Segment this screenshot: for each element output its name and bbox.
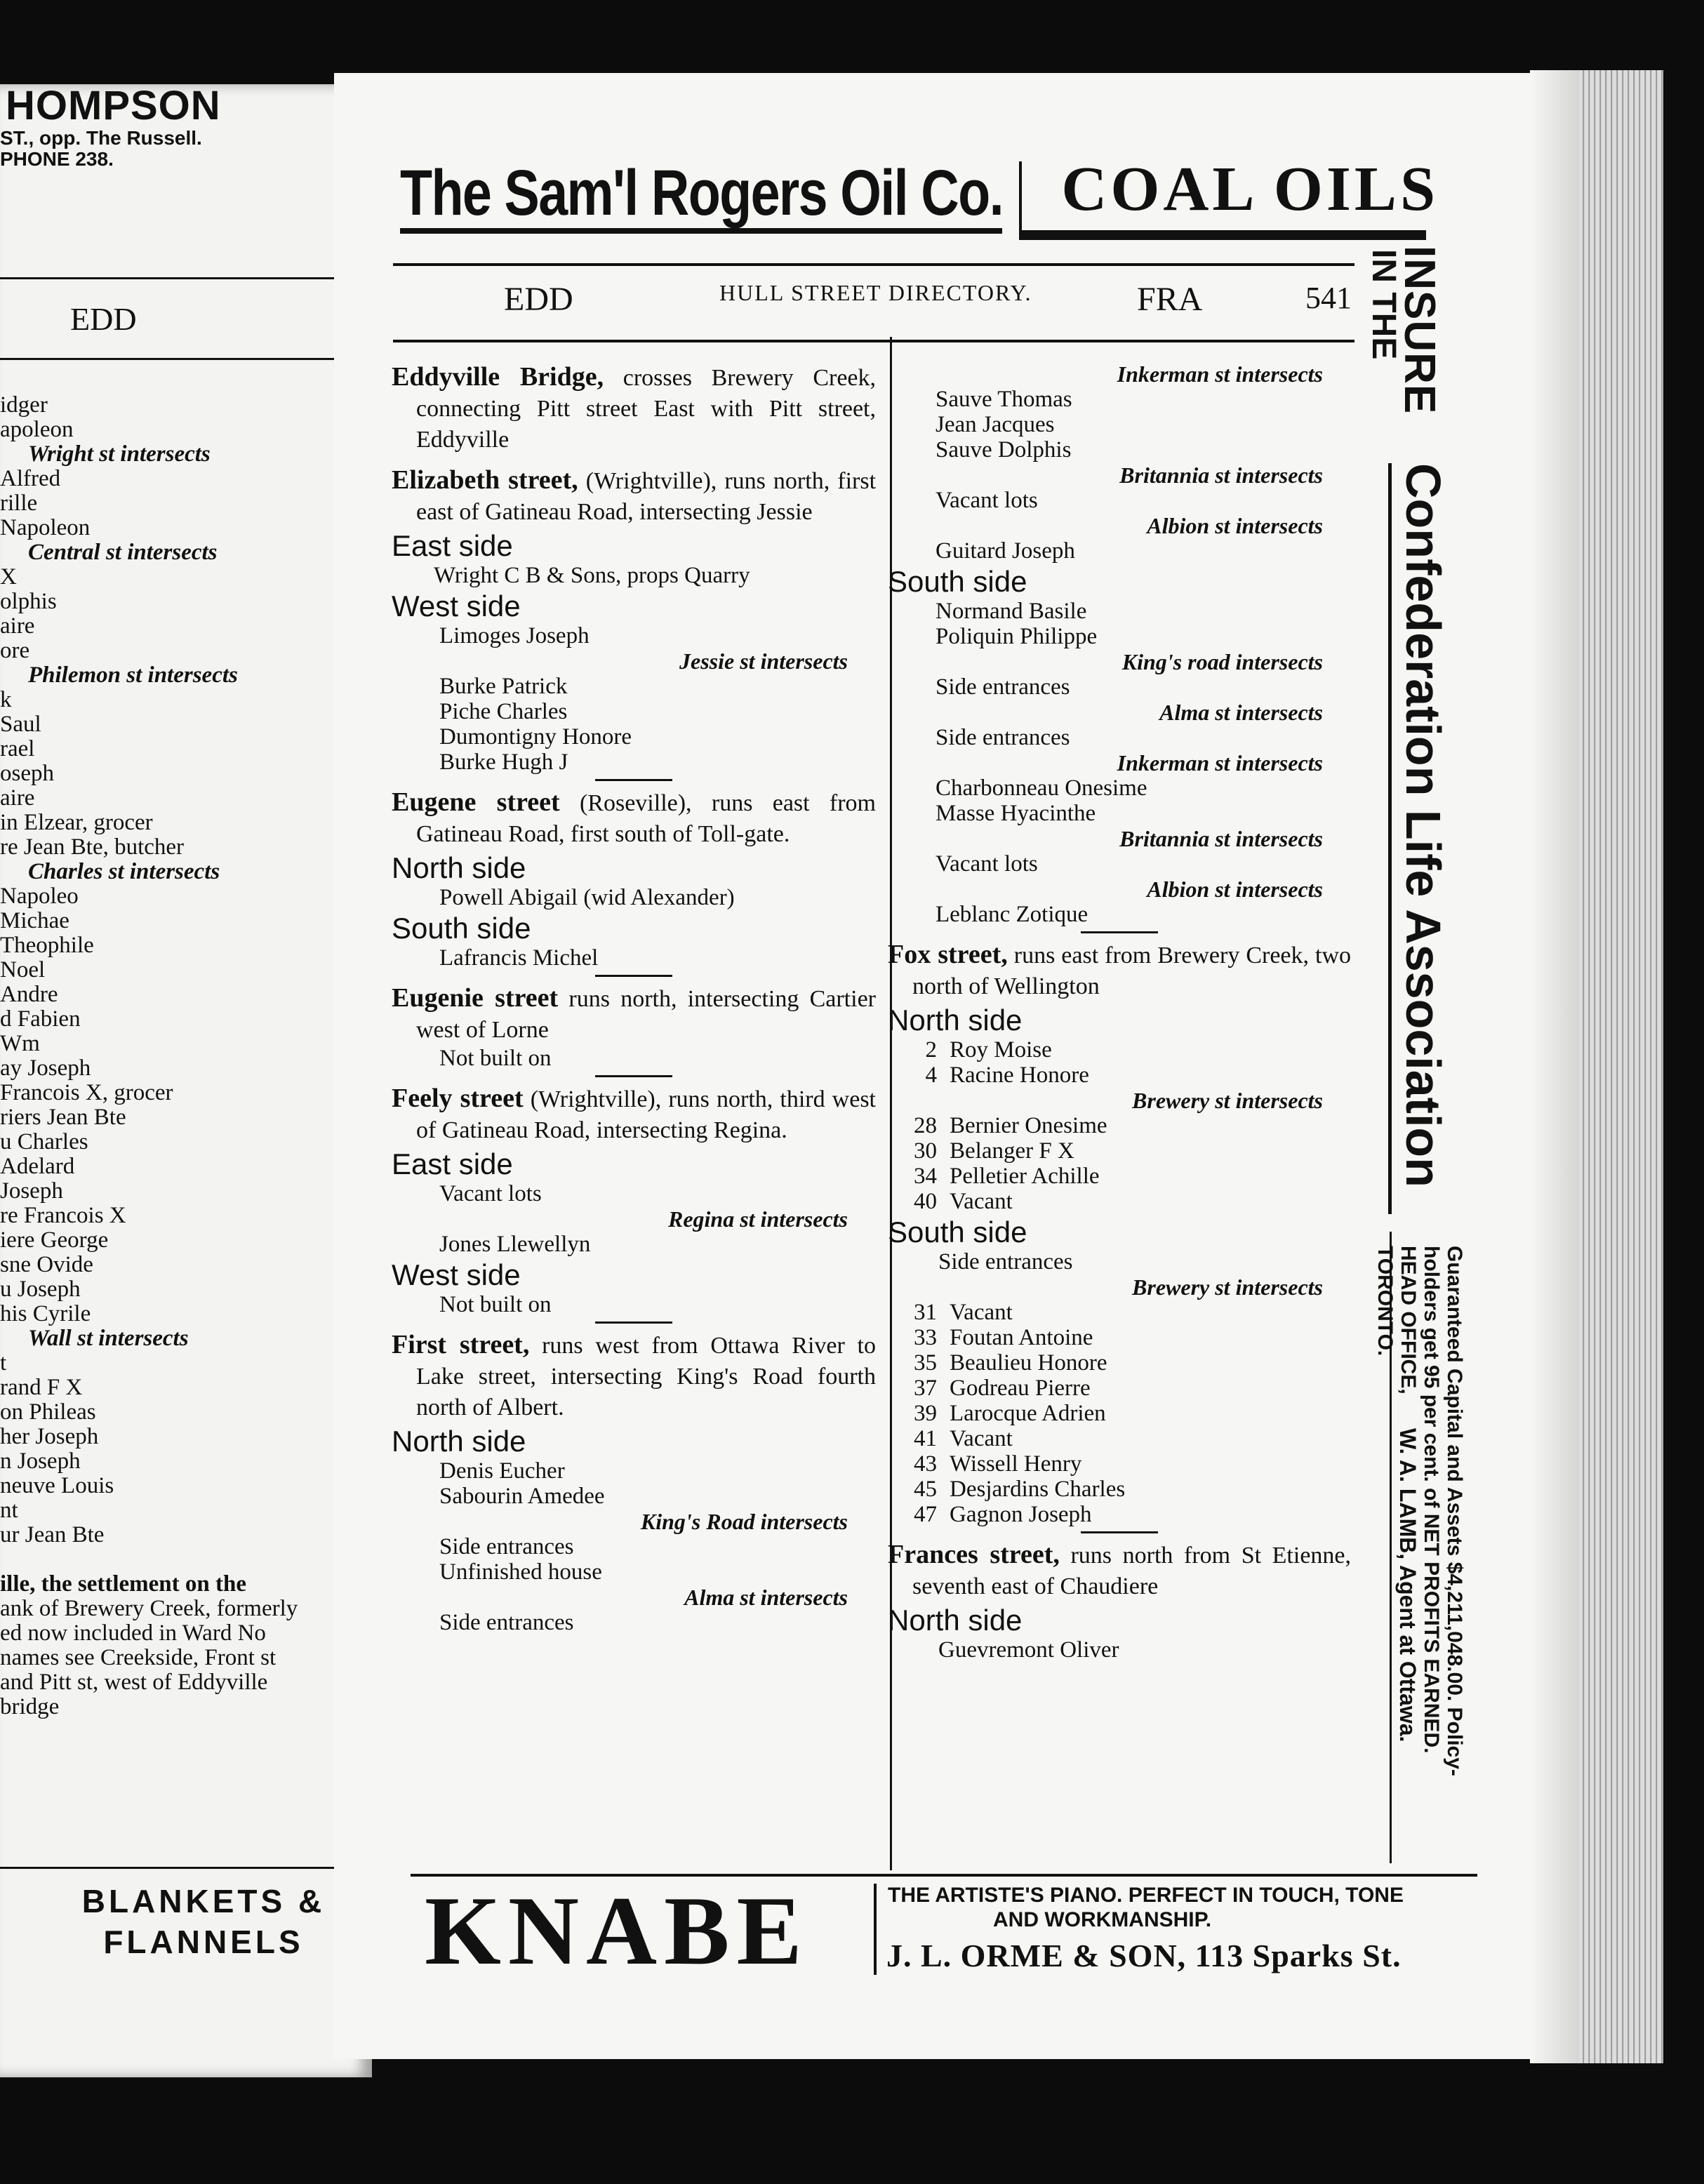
resident-name: Lafrancis Michel bbox=[439, 945, 599, 971]
banner-right-rule bbox=[1019, 230, 1426, 240]
house-number: 41 bbox=[914, 1426, 937, 1451]
left-list-item: X bbox=[0, 564, 17, 590]
house-number: 4 bbox=[925, 1063, 937, 1088]
resident-name: Vacant bbox=[950, 1189, 1013, 1214]
bottom-banner-ad bbox=[411, 1874, 1477, 1985]
street-name: First street, bbox=[392, 1330, 530, 1359]
left-intersection-note: Charles st intersects bbox=[28, 859, 220, 884]
house-entry bbox=[888, 1063, 1351, 1088]
left-list-item: ay Joseph bbox=[0, 1056, 91, 1081]
left-list-item: and Pitt st, west of Eddyville bbox=[0, 1670, 268, 1695]
left-list-item: rael bbox=[0, 736, 35, 761]
resident-name: Vacant lots bbox=[936, 488, 1038, 513]
left-list-item: neuve Louis bbox=[0, 1473, 114, 1498]
side-ad-insure: INSURE bbox=[1395, 246, 1444, 415]
entry-frances-street bbox=[888, 1539, 1351, 1663]
house-entry bbox=[888, 1189, 1351, 1214]
house-number: 31 bbox=[914, 1300, 937, 1325]
left-list-item: ille, the settlement on the bbox=[0, 1571, 246, 1597]
left-list-item: idger bbox=[0, 392, 48, 418]
footer-tagline-2: AND WORKMANSHIP. bbox=[993, 1908, 1212, 1931]
intersection-note: King's Road intersects bbox=[640, 1509, 848, 1534]
left-list-item: ank of Brewery Creek, formerly bbox=[0, 1596, 298, 1621]
left-list-item: Andre bbox=[0, 982, 58, 1007]
left-list-item: Francois X, grocer bbox=[0, 1080, 173, 1105]
footer-dealer: J. L. ORME & SON, 113 Sparks St. bbox=[886, 1938, 1402, 1973]
resident-name: Limoges Joseph bbox=[439, 623, 590, 648]
left-list-item: Saul bbox=[0, 712, 41, 737]
house-entry bbox=[888, 1376, 1351, 1401]
house-number: 30 bbox=[914, 1138, 937, 1164]
entry-separator bbox=[595, 1075, 672, 1077]
house-number: 40 bbox=[914, 1189, 937, 1214]
street-name: Eugenie street bbox=[392, 983, 559, 1013]
left-code-rule bbox=[0, 358, 344, 360]
numbered-list bbox=[888, 1300, 1351, 1527]
house-number: 43 bbox=[914, 1451, 937, 1477]
numbered-list bbox=[888, 1037, 1351, 1088]
left-header-name: HOMPSON bbox=[6, 83, 221, 128]
left-list-item: re Jean Bte, butcher bbox=[0, 834, 185, 860]
left-intersection-note: Wall st intersects bbox=[28, 1326, 189, 1351]
left-list-item: names see Creekside, Front st bbox=[0, 1645, 277, 1670]
street-description: (Roseville), runs east from Gatineau Road, first south of Toll-gate. bbox=[416, 790, 876, 847]
resident-name: Side entrances bbox=[439, 1534, 574, 1559]
resident-name: Jones Llewellyn bbox=[439, 1232, 591, 1257]
resident-name: Sabourin Amedee bbox=[439, 1484, 605, 1509]
house-entry bbox=[888, 1401, 1351, 1426]
house-entry bbox=[888, 1037, 1351, 1063]
left-list-item: ed now included in Ward No bbox=[0, 1620, 266, 1646]
left-page-header bbox=[0, 84, 365, 170]
resident-name: Godreau Pierre bbox=[950, 1376, 1091, 1401]
left-list-item: n Joseph bbox=[0, 1449, 81, 1474]
left-footer-line1: BLANKETS & bbox=[81, 1883, 326, 1919]
resident-name: Beaulieu Honore bbox=[950, 1350, 1107, 1376]
running-head-title: HULL STREET DIRECTORY. bbox=[719, 280, 1032, 305]
banner-company: The Sam'l Rogers Oil Co. bbox=[400, 157, 1003, 229]
left-list-item: in Elzear, grocer bbox=[0, 810, 153, 835]
left-header-phone: PHONE 238. bbox=[0, 148, 114, 170]
street-description: runs west from Ottawa River to Lake street, intersecting King's Road fourth north of Albert. bbox=[416, 1333, 877, 1420]
left-list-item: on Phileas bbox=[0, 1399, 96, 1425]
resident-name: Guevremont Oliver bbox=[938, 1637, 1119, 1663]
entry-separator bbox=[595, 1321, 672, 1324]
left-list-item: rand F X bbox=[0, 1375, 83, 1400]
resident-name: Side entrances bbox=[936, 725, 1070, 750]
entry-eugene-street bbox=[392, 787, 876, 971]
left-list-item: bridge bbox=[0, 1694, 60, 1719]
left-list-item: ore bbox=[0, 638, 30, 663]
resident-name: Burke Patrick bbox=[439, 674, 568, 699]
house-number: 35 bbox=[914, 1350, 937, 1376]
house-entry bbox=[888, 1477, 1351, 1502]
left-list-item: d Fabien bbox=[0, 1006, 81, 1032]
street-description: crosses Brewery Creek, connecting Pitt street East with Pitt street, Eddyville bbox=[416, 365, 877, 453]
left-list-item bbox=[0, 1547, 365, 1572]
intersection-note: Inkerman st intersects bbox=[1117, 750, 1323, 775]
street-name: Eddyville Bridge, bbox=[392, 362, 604, 392]
side-ad-head-office: HEAD OFFICE, bbox=[1397, 1246, 1420, 1394]
banner-left-rule bbox=[400, 228, 1002, 234]
left-list-item: aire bbox=[0, 613, 35, 639]
street-description: (Wrightville), runs north, first east of Gatineau Road, intersecting Jessie bbox=[416, 468, 877, 525]
left-list-item: Adelard bbox=[0, 1154, 75, 1179]
left-header-address: ST., opp. The Russell. bbox=[0, 127, 202, 149]
resident-name: Unfinished house bbox=[439, 1559, 602, 1585]
entry-eugenie-street bbox=[392, 983, 876, 1071]
resident-name: Vacant bbox=[950, 1300, 1013, 1325]
house-entry bbox=[888, 1426, 1351, 1451]
left-list-item: her Joseph bbox=[0, 1424, 99, 1449]
resident-name: Jean Jacques bbox=[936, 412, 1055, 437]
resident-name: Denis Eucher bbox=[439, 1458, 565, 1484]
entry-separator bbox=[1081, 931, 1158, 933]
side-ad-guarantee-line1: Guaranteed Capital and Assets $4,211,048.00. Policy- bbox=[1443, 1246, 1466, 1776]
intersection-note: King's road intersects bbox=[1121, 649, 1323, 674]
left-list-item: Napoleon bbox=[0, 515, 91, 540]
street-name: Elizabeth street, bbox=[392, 465, 578, 495]
intersection-note: Jessie st intersects bbox=[679, 648, 848, 674]
left-list-item: Alfred bbox=[0, 466, 61, 491]
left-list-item: olphis bbox=[0, 589, 57, 614]
resident-name: Masse Hyacinthe bbox=[936, 801, 1096, 826]
side-heading: South side bbox=[888, 1216, 1027, 1249]
resident-name: Dumontigny Honore bbox=[439, 724, 632, 750]
left-list-item: k bbox=[0, 687, 12, 712]
side-heading: North side bbox=[888, 1004, 1023, 1037]
intersection-note: Regina st intersects bbox=[667, 1206, 848, 1232]
resident-name: Vacant lots bbox=[936, 851, 1038, 877]
resident-name: Bernier Onesime bbox=[950, 1113, 1107, 1138]
resident-name: Leblanc Zotique bbox=[936, 902, 1089, 927]
column-left bbox=[392, 361, 876, 1635]
left-list-item: Wm bbox=[0, 1031, 40, 1056]
resident-name: Side entrances bbox=[439, 1610, 574, 1635]
left-list-item: u Charles bbox=[0, 1129, 88, 1154]
entry-elizabeth-street bbox=[392, 465, 876, 775]
running-head bbox=[393, 263, 1354, 342]
left-footer-rule bbox=[0, 1867, 344, 1869]
street-description: runs north, intersecting Cartier west of Lorne bbox=[416, 986, 876, 1043]
left-list-item: nt bbox=[0, 1498, 18, 1523]
side-ad-association: Confederation Life Association bbox=[1396, 463, 1451, 1187]
entry-eddyville-bridge bbox=[392, 361, 876, 455]
side-heading: West side bbox=[392, 590, 521, 622]
house-entry bbox=[888, 1138, 1351, 1164]
side-ad-guarantee-line2: holders get 95 per cent. of NET PROFITS EARNED. bbox=[1420, 1246, 1443, 1754]
house-number: 34 bbox=[914, 1164, 937, 1189]
resident-name: Poliquin Philippe bbox=[936, 624, 1098, 649]
left-list-item: u Joseph bbox=[0, 1277, 81, 1302]
resident-name: Racine Honore bbox=[950, 1063, 1089, 1088]
entry-feely-street bbox=[392, 1083, 876, 1317]
side-heading: East side bbox=[392, 529, 513, 562]
side-heading: West side bbox=[392, 1258, 521, 1291]
resident-name: Guitard Joseph bbox=[936, 538, 1075, 564]
left-list-item: riers Jean Bte bbox=[0, 1105, 126, 1130]
left-header-rule bbox=[0, 277, 344, 279]
left-list-item: t bbox=[0, 1350, 7, 1376]
resident-name: Sauve Thomas bbox=[936, 387, 1072, 412]
house-entry bbox=[888, 1113, 1351, 1138]
resident-name: Foutan Antoine bbox=[950, 1325, 1093, 1350]
numbered-list bbox=[888, 1113, 1351, 1214]
resident-name: Gagnon Joseph bbox=[950, 1502, 1092, 1527]
page-number: 541 bbox=[1305, 281, 1352, 315]
side-ad-toronto: TORONTO. bbox=[1373, 1246, 1397, 1357]
resident-name: Sauve Dolphis bbox=[936, 437, 1072, 462]
side-heading: North side bbox=[392, 851, 526, 884]
intersection-note: Alma st intersects bbox=[684, 1585, 848, 1610]
running-head-start: EDD bbox=[504, 281, 573, 318]
street-name: Eugene street bbox=[392, 787, 560, 817]
house-entry bbox=[888, 1325, 1351, 1350]
street-name: Fox street, bbox=[888, 940, 1008, 969]
side-ad-in-the: IN THE bbox=[1365, 249, 1402, 360]
street-note: Not built on bbox=[439, 1046, 552, 1071]
resident-name: Vacant lots bbox=[439, 1181, 542, 1206]
left-intersection-note: Wright st intersects bbox=[28, 441, 211, 467]
house-entry bbox=[888, 1164, 1351, 1189]
intersection-note: Albion st intersects bbox=[1147, 877, 1323, 902]
left-list-item: Noel bbox=[0, 957, 46, 983]
footer-separator bbox=[874, 1884, 877, 1975]
side-heading: South side bbox=[888, 565, 1027, 598]
house-number: 47 bbox=[914, 1502, 937, 1527]
house-number: 28 bbox=[914, 1113, 937, 1138]
left-list-item: ur Jean Bte bbox=[0, 1522, 105, 1547]
knabe-brand: KNABE bbox=[425, 1877, 809, 1985]
left-list-item: oseph bbox=[0, 761, 54, 786]
side-heading: North side bbox=[888, 1604, 1023, 1637]
intersection-note: Brewery st intersects bbox=[1132, 1274, 1323, 1300]
running-head-end: FRA bbox=[1137, 281, 1203, 318]
resident-name: Piche Charles bbox=[439, 699, 568, 724]
street-name: Frances street, bbox=[888, 1540, 1060, 1569]
house-number: 33 bbox=[914, 1325, 937, 1350]
entry-separator bbox=[595, 779, 672, 781]
house-number: 39 bbox=[914, 1401, 937, 1426]
side-heading: North side bbox=[392, 1425, 526, 1458]
resident-name: Side entrances bbox=[938, 1249, 1073, 1274]
left-list-item: Joseph bbox=[0, 1178, 63, 1204]
side-ad-agent: W. A. LAMB, Agent at Ottawa. bbox=[1395, 1428, 1420, 1743]
left-list-item: re Francois X bbox=[0, 1203, 126, 1228]
side-heading: South side bbox=[392, 912, 531, 945]
left-footer-ad bbox=[42, 1881, 365, 1962]
resident-name: Burke Hugh J bbox=[439, 750, 568, 775]
left-intersection-note: Central st intersects bbox=[28, 540, 218, 565]
entry-separator bbox=[1081, 1531, 1158, 1533]
resident-name: Pelletier Achille bbox=[950, 1164, 1100, 1189]
resident-name: Wright C B & Sons, props Quarry bbox=[434, 563, 750, 588]
side-heading: East side bbox=[392, 1147, 513, 1180]
street-description: (Wrightville), runs north, third west of Gatineau Road, intersecting Regina. bbox=[416, 1086, 877, 1143]
house-number: 37 bbox=[914, 1376, 937, 1401]
side-ad-rule bbox=[1388, 463, 1392, 1214]
intersection-note: Albion st intersects bbox=[1147, 513, 1323, 538]
left-list-item: sne Ovide bbox=[0, 1252, 93, 1277]
resident-name: Side entrances bbox=[936, 674, 1070, 700]
street-note: Not built on bbox=[439, 1292, 552, 1317]
left-list-item: apoleon bbox=[0, 417, 74, 442]
intersection-note: Britannia st intersects bbox=[1119, 826, 1323, 851]
left-footer-line2: FLANNELS bbox=[103, 1924, 304, 1960]
street-description: runs east from Brewery Creek, two north of Wellington bbox=[912, 943, 1352, 999]
street-name: Feely street bbox=[392, 1084, 524, 1113]
house-entry bbox=[888, 1300, 1351, 1325]
banner-product: COAL OILS bbox=[1061, 154, 1439, 224]
resident-name: Vacant bbox=[950, 1426, 1013, 1451]
resident-name: Powell Abigail (wid Alexander) bbox=[439, 885, 735, 910]
resident-name: Charbonneau Onesime bbox=[936, 775, 1147, 801]
resident-name: Larocque Adrien bbox=[950, 1401, 1106, 1426]
resident-name: Wissell Henry bbox=[950, 1451, 1082, 1477]
entry-first-street bbox=[392, 1329, 876, 1635]
footer-tagline-1: THE ARTISTE'S PIANO. PERFECT IN TOUCH, TONE bbox=[888, 1884, 1404, 1907]
house-entry bbox=[888, 1451, 1351, 1477]
house-entry bbox=[888, 1350, 1351, 1376]
left-list-item: Theophile bbox=[0, 933, 94, 958]
left-list-item: rille bbox=[0, 491, 38, 516]
page-stack-edge bbox=[1579, 70, 1663, 2063]
intersection-note: Inkerman st intersects bbox=[1117, 361, 1323, 387]
left-list-item: Napoleo bbox=[0, 884, 79, 909]
left-intersection-note: Philemon st intersects bbox=[28, 662, 238, 688]
intersection-note: Brewery st intersects bbox=[1132, 1088, 1323, 1113]
resident-name: Normand Basile bbox=[936, 599, 1087, 624]
resident-name: Roy Moise bbox=[950, 1037, 1052, 1063]
left-street-code: EDD bbox=[70, 301, 137, 337]
street-description: runs north from St Etienne, seventh east of Chaudiere bbox=[912, 1543, 1351, 1599]
column-right bbox=[888, 361, 1351, 1663]
entry-fox-street bbox=[888, 939, 1351, 1527]
intersection-note: Britannia st intersects bbox=[1119, 462, 1323, 488]
left-page-list bbox=[0, 393, 365, 1719]
left-list-item: aire bbox=[0, 785, 35, 811]
top-banner-ad bbox=[400, 154, 1439, 239]
house-number: 2 bbox=[925, 1037, 937, 1063]
left-list-item: his Cyrile bbox=[0, 1301, 91, 1326]
intersection-note: Alma st intersects bbox=[1159, 700, 1323, 725]
house-entry bbox=[888, 1502, 1351, 1527]
resident-name: Belanger F X bbox=[950, 1138, 1074, 1164]
left-list-item: iere George bbox=[0, 1227, 109, 1253]
resident-name: Desjardins Charles bbox=[950, 1477, 1126, 1502]
left-list-item: Michae bbox=[0, 908, 69, 933]
house-number: 45 bbox=[914, 1477, 937, 1502]
entry-separator bbox=[595, 975, 672, 977]
